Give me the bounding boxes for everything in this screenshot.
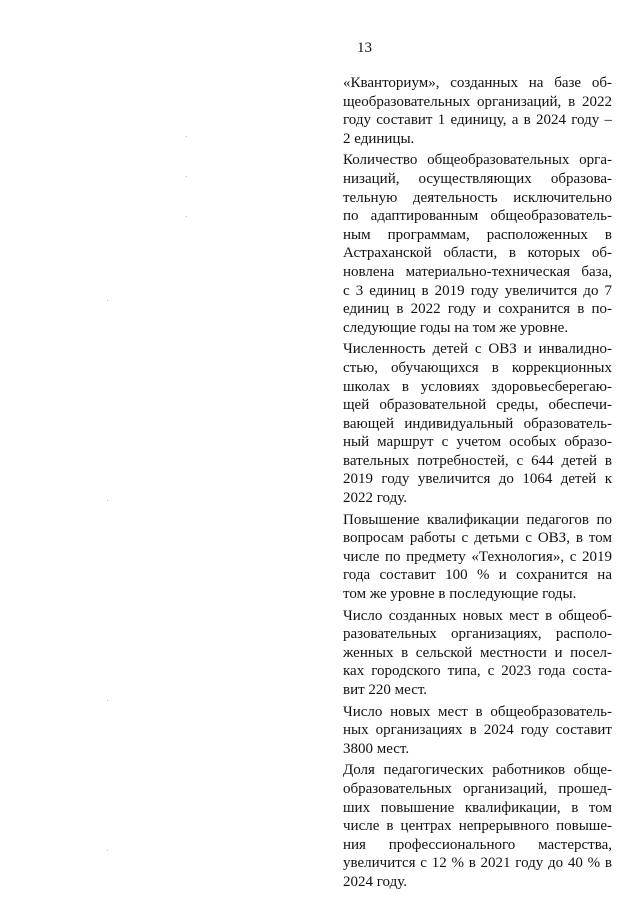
paragraph-kvantorium	[343, 74, 612, 148]
text-line: числе по предмету «Технология», с 2019	[343, 548, 612, 565]
text-line: 2 единицы.	[343, 130, 415, 147]
text-line: Количество общеобразовательных орга-	[343, 152, 612, 169]
text-line: Численность детей с ОВЗ и инвалидно-	[343, 341, 612, 358]
paragraph-rural-places	[343, 607, 612, 700]
text-line: числе в центрах непрерывного повыше-	[343, 818, 612, 835]
text-line: ках городского типа, с 2023 года соста-	[343, 663, 612, 680]
text-line: разовательных организациях, располо-	[343, 626, 612, 643]
text-line: году составит 1 единицу, а в 2024 году –	[343, 112, 612, 129]
text-line: Число созданных новых мест в общеоб-	[343, 607, 612, 624]
text-line: ным программам, расположенных в	[343, 226, 612, 243]
text-line: образовательных организаций, прошед-	[343, 780, 612, 797]
text-line: «Кванториум», созданных на базе об-	[343, 75, 612, 91]
text-line: тельную деятельность исключительно	[343, 189, 612, 206]
text-line: том же уровне в последующие годы.	[343, 586, 577, 603]
text-line: школах в условиях здоровьесберегаю-	[343, 378, 612, 395]
text-line: увеличится с 12 % в 2021 году до 40 % в	[343, 855, 612, 872]
text-line: года составит 100 % и сохранится на	[343, 567, 612, 584]
text-line: щеобразовательных организаций, в 2022	[343, 93, 612, 110]
text-line: новлена материально-техническая база,	[343, 263, 612, 280]
text-line: низаций, осуществляющих образова-	[343, 170, 612, 187]
scan-speck	[107, 300, 108, 301]
text-line: 2022 году.	[343, 490, 407, 507]
text-line: 3800 мест.	[343, 740, 410, 757]
text-line: ния профессионального мастерства,	[343, 836, 612, 853]
page-number: 13	[357, 40, 372, 56]
text-line: вательных потребностей, с 644 детей в	[343, 452, 612, 469]
text-line: Доля педагогических работников обще-	[343, 762, 612, 779]
text-line: по адаптированным общеобразователь-	[343, 208, 612, 225]
paragraph-adapted-programs	[343, 151, 612, 337]
paragraph-children-ovz	[343, 340, 612, 507]
text-line: ный маршрут с учетом особых образо-	[343, 434, 612, 451]
text-line: следующие годы на том же уровне.	[343, 319, 569, 336]
page-body	[343, 74, 612, 895]
text-line: Повышение квалификации педагогов по	[343, 511, 612, 528]
scan-speck	[186, 176, 187, 177]
paragraph-new-places	[343, 703, 612, 759]
text-line: с 3 единиц в 2019 году увеличится до 7	[343, 282, 612, 299]
scan-speck	[186, 216, 187, 217]
scan-speck	[107, 500, 108, 501]
text-line: единиц в 2022 году и сохранится в по-	[343, 301, 612, 318]
paragraph-teacher-share	[343, 761, 612, 891]
text-line: 2019 году увеличится до 1064 детей к	[343, 471, 612, 488]
paragraph-teacher-training	[343, 511, 612, 604]
text-line: Число новых мест в общеобразователь-	[343, 703, 612, 720]
text-line: 2024 году.	[343, 873, 407, 890]
text-line: Астраханской области, в которых об-	[343, 245, 612, 262]
text-line: стью, обучающихся в коррекционных	[343, 359, 612, 376]
text-line: щей образовательной среды, обеспечи-	[343, 397, 612, 414]
text-line: вающей индивидуальный образователь-	[343, 415, 612, 432]
scan-speck	[186, 136, 187, 137]
scan-speck	[107, 850, 108, 851]
text-line: вопросам работы с детьми с ОВЗ, в том	[343, 530, 612, 547]
text-line: ших повышение квалификации, в том	[343, 799, 612, 816]
text-line: ных организациях в 2024 году составит	[343, 722, 612, 739]
scan-speck	[107, 700, 108, 701]
text-line: женных в сельской местности и посел-	[343, 644, 612, 661]
text-line: вит 220 мест.	[343, 682, 428, 698]
